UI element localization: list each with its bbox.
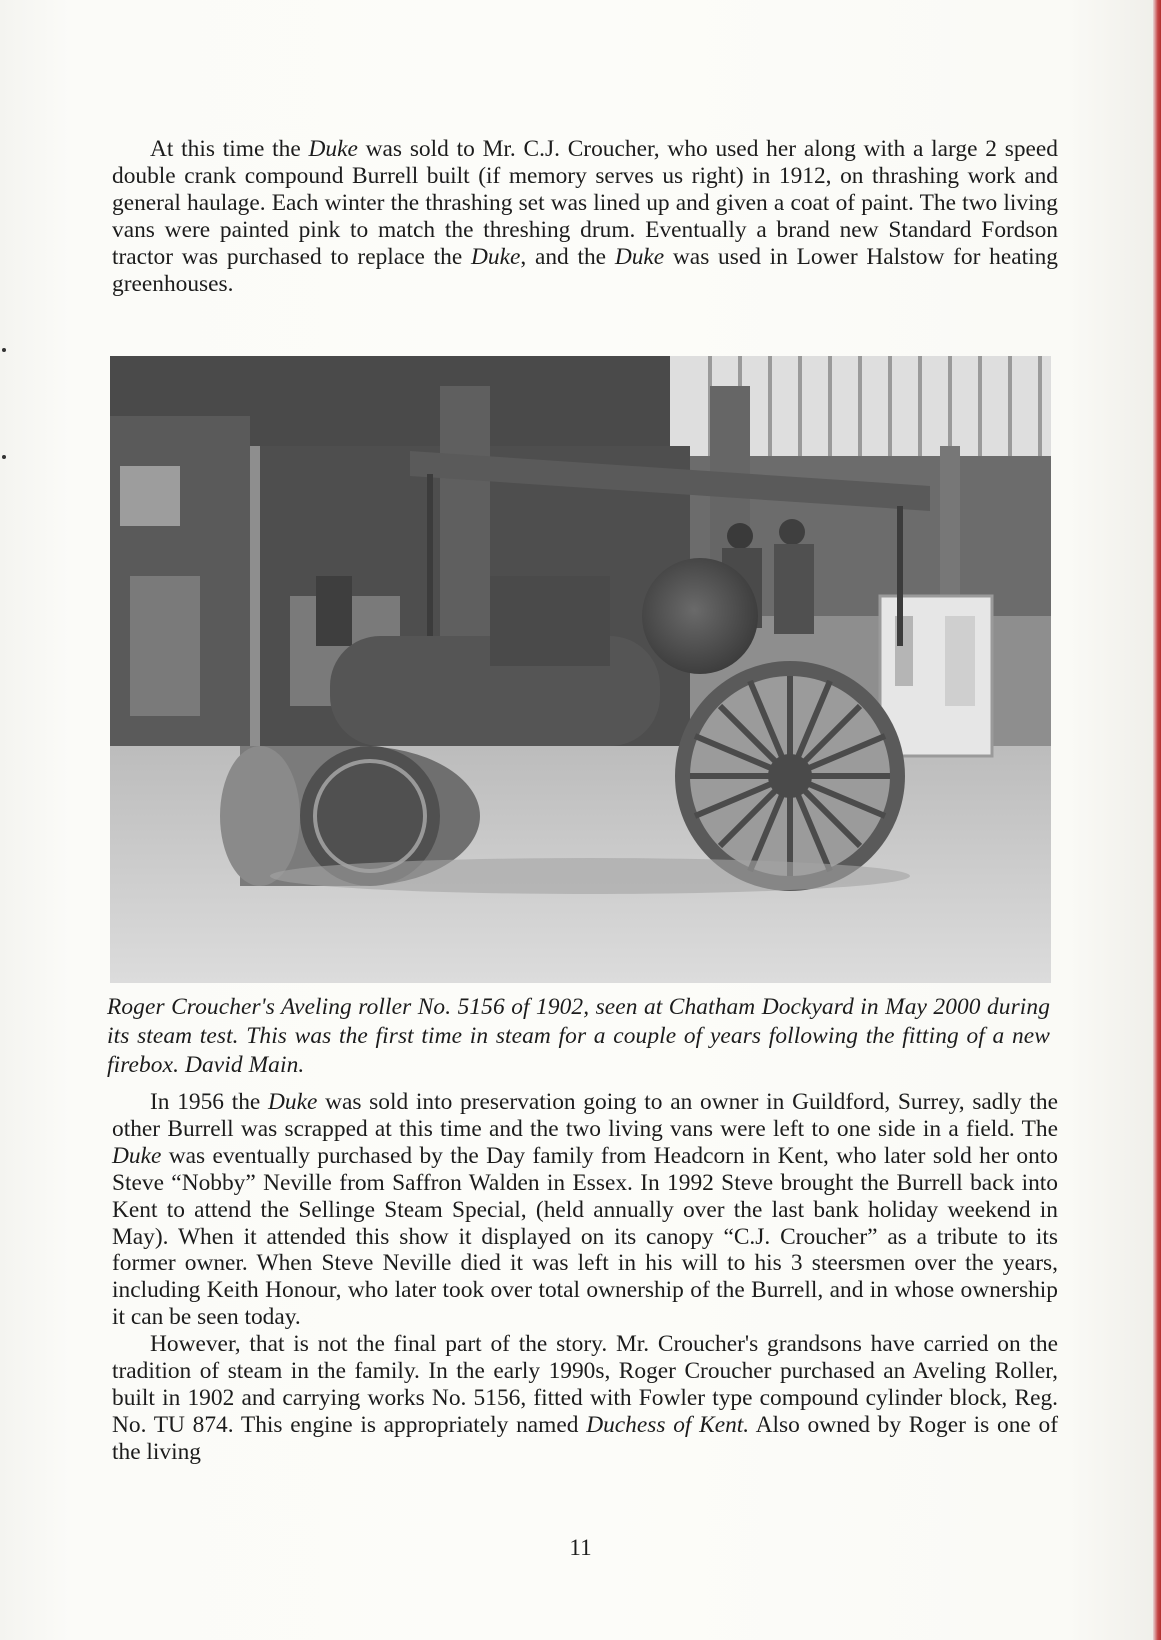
- text-run: In 1956 the: [150, 1089, 268, 1115]
- text-run: Also owned by Roger is one of the living: [112, 1411, 1058, 1465]
- paragraph-3-text: [112, 1331, 1058, 1466]
- italic-run: Duchess of Kent.: [586, 1411, 750, 1438]
- page-number: 11: [569, 1535, 592, 1560]
- text-run: However, that is not the final part of the story. Mr. Croucher's grandsons have carried on the tradition of steam in the family. In the early 1990s, Roger Croucher purchased an Aveling Roller, built in 1902 and carrying works No. 5156, fitted with Fowler type compound cylinder block, Reg. No. TU 874. This engine is appropriately named: [112, 1331, 1058, 1438]
- steam-roller-photo: [110, 356, 1051, 983]
- body-text-lower: [112, 1089, 1058, 1466]
- photo-caption: Roger Croucher's Aveling roller No. 5156 of 1902, seen at Chatham Dockyard in May 2000 during its steam test. This was the first time in steam for a couple of years following the fitting of a new firebox. David Main.: [107, 994, 1050, 1078]
- binder-mark: [2, 455, 6, 459]
- text-run: was sold to Mr. C.J. Croucher, who used her along with a large 2 speed double crank compound Burrell built (if memory serves us right) in 1912, on thrashing work and general haulage. Each winter the thrashing set was lined up and given a coat of paint. The two living vans were painted pink to match the threshing drum. Eventually a brand new Standard Fordson tractor was purchased to replace the: [112, 136, 1058, 270]
- italic-run: Duke: [268, 1089, 318, 1115]
- paragraph-1-text: [112, 136, 1058, 297]
- text-run: was used in Lower Halstow for heating greenhouses.: [112, 243, 1058, 297]
- text-run: At this time the: [150, 136, 309, 162]
- text-run: was eventually purchased by the Day family from Headcorn in Kent, who later sold her onto Steve “Nobby” Neville from Saffron Walden in Essex. In 1992 Steve brought the Burrell back into Kent to attend the Sellinge Steam Special, (held annually over the last bank holiday weekend in May). When it attended this show it displayed on its canopy “C.J. Croucher” as a tribute to its former owner. When Steve Neville died it was left in his will to his 3 steersmen over the years, including Keith Honour, who later took over total ownership of the Burrell, and in whose ownership it can be seen today.: [112, 1142, 1058, 1331]
- binder-mark: [2, 348, 6, 352]
- paragraph-2-text: [112, 1089, 1058, 1331]
- italic-run: Duke: [614, 243, 665, 270]
- italic-run: Duke: [112, 1142, 162, 1169]
- text-run: was sold into preservation going to an owner in Guildford, Surrey, sadly the other Burrell was scrapped at this time and the two living vans were left to one side in a field. The: [112, 1089, 1058, 1142]
- italic-run: Duke: [308, 136, 358, 162]
- red-page-edge: [1153, 0, 1161, 1640]
- text-run: , and the: [520, 243, 615, 270]
- italic-run: Duke: [471, 243, 521, 270]
- paragraph-1: [112, 136, 1058, 297]
